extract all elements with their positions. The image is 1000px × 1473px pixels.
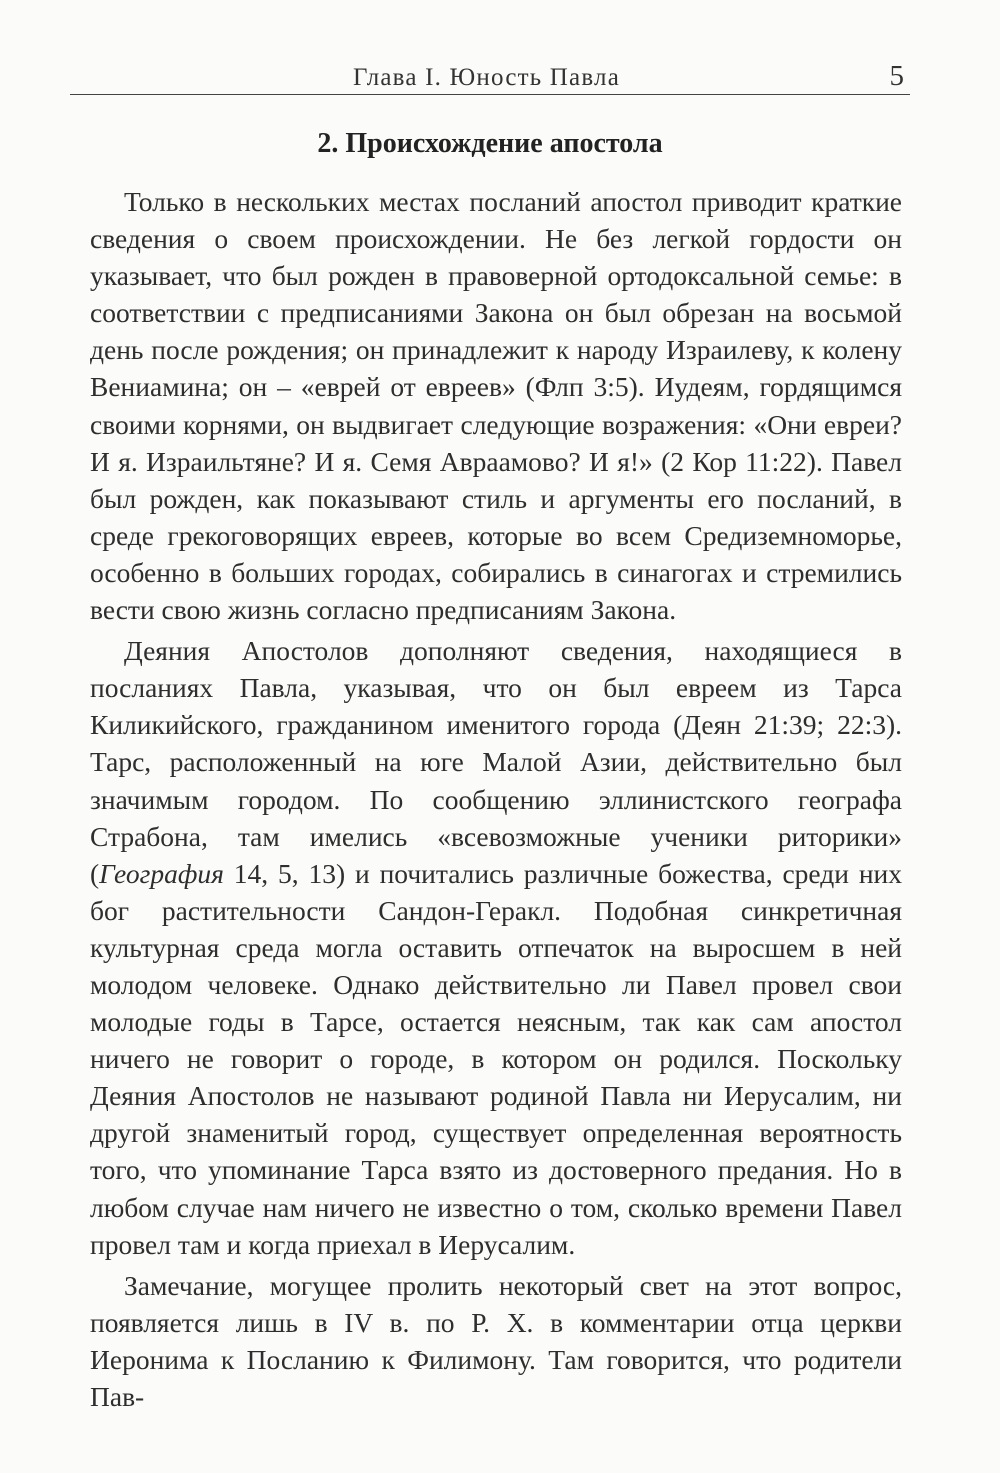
body-text: [90, 183, 902, 1415]
section-heading: 2. Происхождение апостола: [317, 128, 663, 159]
running-header: [70, 58, 910, 94]
work-title-italic: География: [99, 857, 224, 889]
running-title: Глава I. Юность Павла: [352, 64, 620, 91]
paragraph-3: Замечание, могущее пролить некоторый свет на этот вопрос, появляется лишь в IV в. по Р. Х. в комментарии отца церкви Иеронима к Посланию к Филимону. Там говорится, что родители Пав-: [90, 1269, 902, 1412]
paragraph-2: [90, 632, 902, 1263]
paragraph-2-part-1: Деяния Апостолов дополняют сведения, находящиеся в посланиях Павла, указывая, что он был евреем из Тарса Киликийского, гражданином именитого города (Деян 21:39; 22:3). Тарс, расположенный на юге Малой Азии, действительно был значимым городом. По сообщению эллинистского географа Страбона, там имелись «всевозможные ученики риторики» (: [90, 635, 902, 889]
page-number: 5: [889, 60, 904, 92]
paragraph-1: Только в нескольких местах посланий апостол приводит краткие сведения о своем происхождении. Не без легкой гордости он указывает, что был рожден в правоверной ортодоксальной семье: в соответствии с предписаниями Закона он был обрезан на восьмой день после рождения; он принадлежит к народу Израилеву, к колену Вениамина; он – «еврей от евреев» (Флп 3:5). Иудеям, гордящимся своими корнями, он выдвигает следующие возражения: «Они евреи? И я. Израильтяне? И я. Семя Авраамово? И я!» (2 Кор 11:22). Павел был рожден, как показывают стиль и аргументы его посланий, в среде грекоговорящих евреев, которые во всем Средиземноморье, особенно в больших городах, собирались в синагогах и стремились вести свою жизнь согласно предписаниям Закона.: [90, 186, 902, 626]
paragraph-2-part-2: 14, 5, 13) и почитались различные божества, среди них бог растительности Сандон-Геракл. Подобная синкретичная культурная среда могла оставить отпечаток на выросшем в ней молодом человеке. Однако действительно ли Павел провел свои молодые годы в Тарсе, остается неясным, так как сам апостол ничего не говорит о городе, в котором он родился. Поскольку Деяния Апостолов не называют родиной Павла ни Иерусалим, ни другой знаменитый город, существует определенная вероятность того, что упоминание Тарса взято из достоверного предания. Но в любом случае нам ничего не известно о том, сколько времени Павел провел там и когда приехал в Иерусалим.: [90, 857, 902, 1260]
header-rule: [70, 94, 910, 95]
